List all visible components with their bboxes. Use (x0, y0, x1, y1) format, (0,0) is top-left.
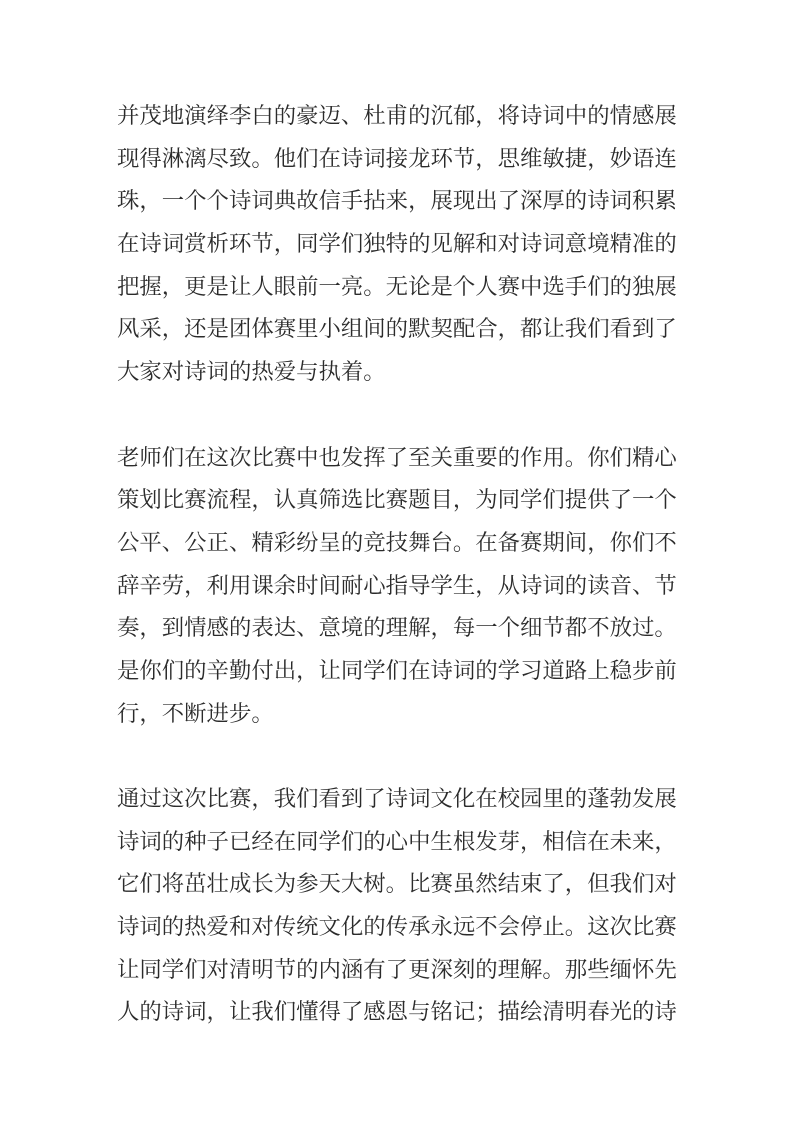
text-line: 诗词的热爱和对传统文化的传承永远不会停止。这次比赛 (117, 914, 677, 940)
text-line: 让同学们对清明节的内涵有了更深刻的理解。那些缅怀先 (117, 956, 677, 982)
text-line: 通过这次比赛，我们看到了诗词文化在校园里的蓬勃发展 (117, 786, 677, 811)
text-line: 诗词的种子已经在同学们的心中生根发芽，相信在未来， (117, 828, 677, 854)
text-line: 珠，一个个诗词典故信手拈来，展现出了深厚的诗词积累 (117, 188, 677, 214)
paragraph (117, 778, 677, 1034)
text-line: 把握，更是让人眼前一亮。无论是个人赛中选手们的独展 (117, 273, 677, 299)
text-line: 老师们在这次比赛中也发挥了至关重要的作用。你们精心 (117, 444, 677, 470)
paragraph (117, 95, 677, 394)
document-body (117, 95, 677, 1034)
text-line: 行，不断进步。 (117, 700, 274, 726)
text-line: 大家对诗词的热爱与执着。 (117, 359, 386, 385)
text-line: 在诗词赏析环节，同学们独特的见解和对诗词意境精准的 (117, 231, 677, 257)
text-line: 并茂地演绎李白的豪迈、杜甫的沉郁，将诗词中的情感展 (117, 103, 677, 128)
text-line: 辞辛劳，利用课余时间耐心指导学生，从诗词的读音、节 (117, 572, 677, 598)
text-line: 风采，还是团体赛里小组间的默契配合，都让我们看到了 (117, 316, 677, 342)
text-line: 它们将茁壮成长为参天大树。比赛虽然结束了，但我们对 (117, 871, 677, 897)
text-line: 策划比赛流程，认真筛选比赛题目，为同学们提供了一个 (117, 487, 677, 513)
text-line: 人的诗词，让我们懂得了感恩与铭记；描绘清明春光的诗 (117, 999, 677, 1025)
text-line: 公平、公正、精彩纷呈的竞技舞台。在备赛期间，你们不 (117, 529, 677, 555)
paragraph (117, 437, 677, 736)
text-line: 是你们的辛勤付出，让同学们在诗词的学习道路上稳步前 (117, 657, 677, 683)
text-line: 现得淋漓尽致。他们在诗词接龙环节，思维敏捷，妙语连 (117, 145, 677, 171)
text-line: 奏，到情感的表达、意境的理解，每一个细节都不放过。 (117, 615, 677, 641)
